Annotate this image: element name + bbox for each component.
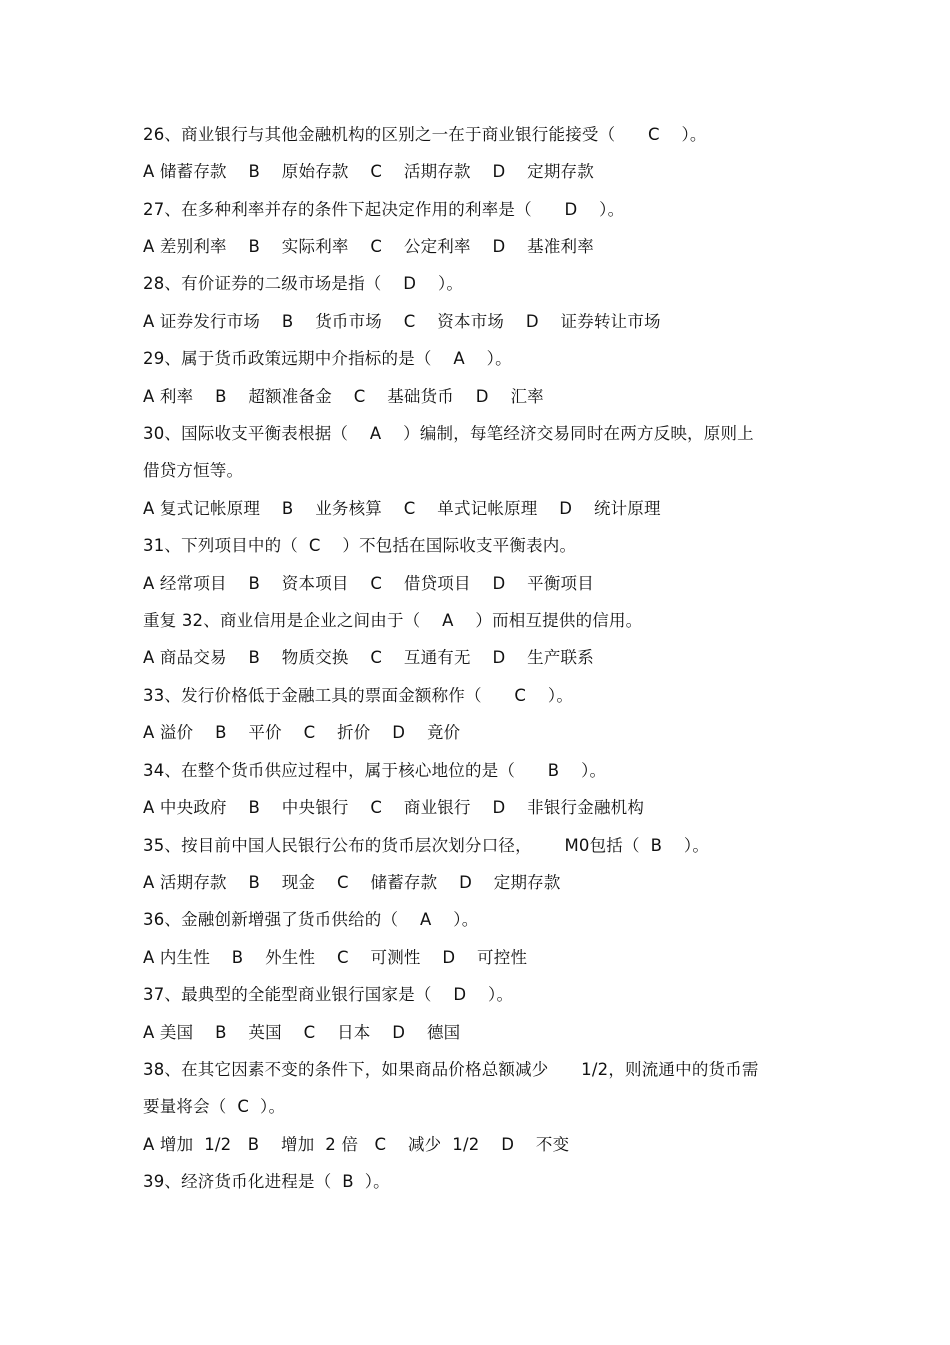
options-27: A 差别利率 B 实际利率 C 公定利率 D 基准利率 [143,237,594,256]
question-33: 33、发行价格低于金融工具的票面金额称作（ C ）。 [143,686,574,705]
options-26: A 储蓄存款 B 原始存款 C 活期存款 D 定期存款 [143,162,594,181]
question-38-cont: 要量将会（ C ）。 [143,1097,286,1116]
options-32: A 商品交易 B 物质交换 C 互通有无 D 生产联系 [143,648,594,667]
question-29: 29、属于货币政策远期中介指标的是（ A ）。 [143,349,512,368]
question-32: 重复 32、商业信用是企业之间由于（ A ）而相互提供的信用。 [143,611,643,630]
options-35: A 活期存款 B 现金 C 储蓄存款 D 定期存款 [143,873,561,892]
question-30: 30、国际收支平衡表根据（ A ）编制，每笔经济交易同时在两方反映，原则上 [143,424,754,443]
options-34: A 中央政府 B 中央银行 C 商业银行 D 非银行金融机构 [143,798,645,817]
question-27: 27、在多种利率并存的条件下起决定作用的利率是（ D ）。 [143,200,625,219]
options-38: A 增加 1/2 B 增加 2 倍 C 减少 1/2 D 不变 [143,1135,570,1154]
options-37: A 美国 B 英国 C 日本 D 德国 [143,1023,461,1042]
question-37: 37、最典型的全能型商业银行国家是（ D ）。 [143,985,514,1004]
question-31: 31、下列项目中的（ C ）不包括在国际收支平衡表内。 [143,536,577,555]
options-31: A 经常项目 B 资本项目 C 借贷项目 D 平衡项目 [143,574,594,593]
options-28: A 证券发行市场 B 货币市场 C 资本市场 D 证券转让市场 [143,312,661,331]
options-33: A 溢价 B 平价 C 折价 D 竟价 [143,723,461,742]
question-38: 38、在其它因素不变的条件下，如果商品价格总额减少 1/2，则流通中的货币需 [143,1060,759,1079]
question-34: 34、在整个货币供应过程中，属于核心地位的是（ B ）。 [143,761,607,780]
options-36: A 内生性 B 外生性 C 可测性 D 可控性 [143,948,528,967]
question-28: 28、有价证券的二级市场是指（ D ）。 [143,274,464,293]
question-39: 39、经济货币化进程是（ B ）。 [143,1172,390,1191]
options-30: A 复式记帐原理 B 业务核算 C 单式记帐原理 D 统计原理 [143,499,661,518]
question-26: 26、商业银行与其他金融机构的区别之一在于商业银行能接受（ C ）。 [143,125,707,144]
options-29: A 利率 B 超额准备金 C 基础货币 D 汇率 [143,387,544,406]
question-35: 35、按目前中国人民银行公布的货币层次划分口径， M0包括（ B ）。 [143,836,710,855]
question-36: 36、金融创新增强了货币供给的（ A ）。 [143,910,479,929]
question-30-cont: 借贷方恒等。 [143,461,244,480]
